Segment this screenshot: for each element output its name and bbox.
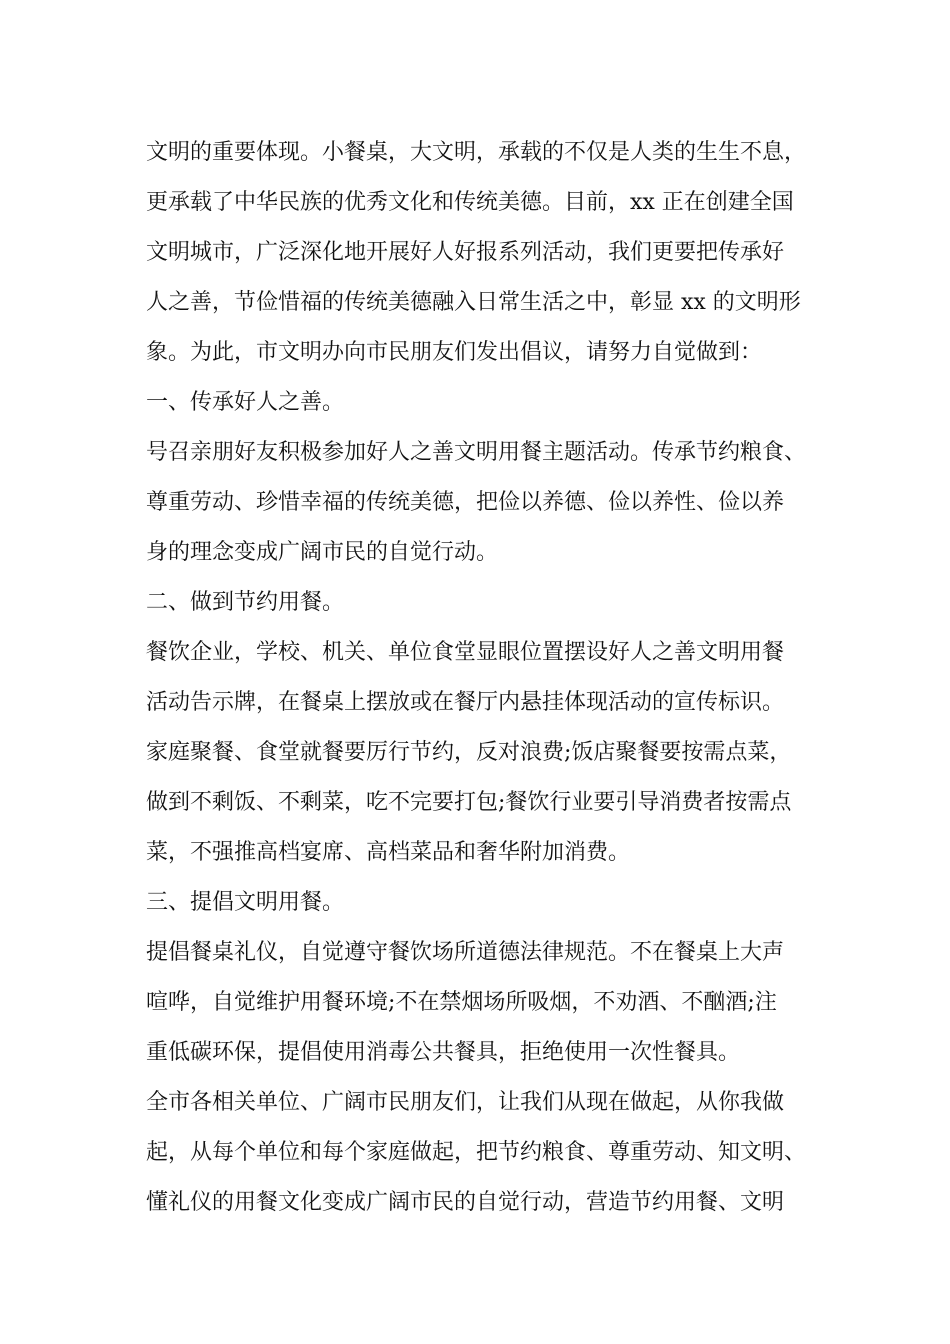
section-heading-3: 三、提倡文明用餐。: [146, 890, 345, 915]
text-line: 懂礼仪的用餐文化变成广阔市民的自觉行动，营造节约用餐、文明: [146, 1190, 785, 1215]
text-line: 象。为此，市文明办向市民朋友们发出倡议，请努力自觉做到：: [146, 340, 763, 365]
text-line: 身的理念变成广阔市民的自觉行动。: [146, 540, 499, 565]
text-line: 尊重劳动、珍惜幸福的传统美德，把俭以养德、俭以养性、俭以养: [146, 490, 785, 515]
text-line: 家庭聚餐、食堂就餐要厉行节约，反对浪费;饭店聚餐要按需点菜，: [146, 740, 792, 765]
text-line: 人之善，节俭惜福的传统美德融入日常生活之中，彰显 xx 的文明形: [146, 290, 801, 315]
section-heading-1: 一、传承好人之善。: [146, 390, 345, 415]
text-line: 文明城市，广泛深化地开展好人好报系列活动，我们更要把传承好: [146, 240, 785, 265]
text-line: 文明的重要体现。小餐桌，大文明，承载的不仅是人类的生生不息，: [146, 140, 807, 165]
text-line: 起，从每个单位和每个家庭做起，把节约粮食、尊重劳动、知文明、: [146, 1140, 807, 1165]
text-line: 提倡餐桌礼仪，自觉遵守餐饮场所道德法律规范。不在餐桌上大声: [146, 940, 785, 965]
text-line: 更承载了中华民族的优秀文化和传统美德。目前，xx 正在创建全国: [146, 190, 794, 215]
text-line: 餐饮企业，学校、机关、单位食堂显眼位置摆设好人之善文明用餐: [146, 640, 785, 665]
text-line: 做到不剩饭、不剩菜，吃不完要打包;餐饮行业要引导消费者按需点: [146, 790, 792, 815]
text-line: 号召亲朋好友积极参加好人之善文明用餐主题活动。传承节约粮食、: [146, 440, 807, 465]
text-line: 活动告示牌，在餐桌上摆放或在餐厅内悬挂体现活动的宣传标识。: [146, 690, 785, 715]
section-heading-2: 二、做到节约用餐。: [146, 590, 345, 615]
text-line: 喧哗，自觉维护用餐环境;不在禁烟场所吸烟，不劝酒、不酗酒;注: [146, 990, 777, 1015]
text-line: 菜，不强推高档宴席、高档菜品和奢华附加消费。: [146, 840, 631, 865]
document-body: [146, 128, 836, 1228]
text-line: 重低碳环保，提倡使用消毒公共餐具，拒绝使用一次性餐具。: [146, 1040, 741, 1065]
text-line: 全市各相关单位、广阔市民朋友们，让我们从现在做起，从你我做: [146, 1090, 785, 1115]
